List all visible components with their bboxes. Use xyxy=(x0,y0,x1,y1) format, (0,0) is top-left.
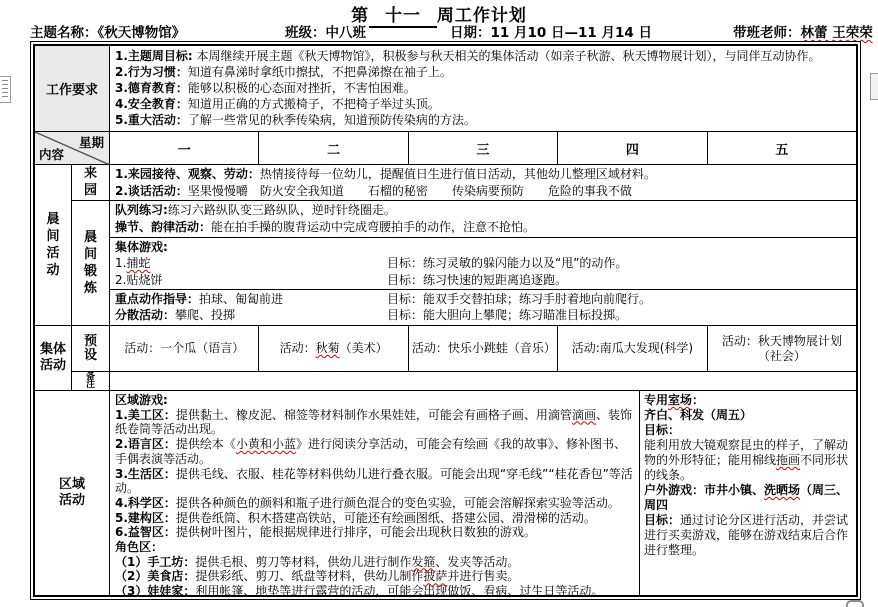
work-req-line: 4.安全教育：知道用正确的方式搬椅子，不把椅子举过头顶。 xyxy=(115,97,440,112)
collective-content xyxy=(110,326,856,390)
group-games-content xyxy=(110,238,856,290)
morning-sublabels xyxy=(72,165,110,325)
work-req-line: 5.重大活动：了解一些常见的秋季传染病，知道预防传染病的方法。 xyxy=(115,113,476,128)
collective-sublabels xyxy=(72,326,110,390)
weekly-plan-table xyxy=(33,44,858,597)
preset-activities xyxy=(110,326,856,372)
region-line: （2）美食店：提供彩纸、剪刀、纸盘等材料，供幼儿制作披萨并进行售卖。 xyxy=(115,569,520,584)
collective-activities-label: 集体活动 xyxy=(35,326,72,390)
day-col-thu: 四 xyxy=(558,132,707,164)
region-line: （3）娃娃家：利用帐篷、地垫等进行露营的活动，可能会出现做饭、看病、过生日等活动。 xyxy=(115,584,604,599)
weekday-corner-cell xyxy=(35,132,110,164)
arrival-label: 来园 xyxy=(72,165,109,201)
activity-fri: 活动：秋天博物展计划（社会） xyxy=(721,333,842,363)
region-line: 1.美工区：提供黏土、橡皮泥、棉签等材料制作水果娃娃，可能会有画格子画、用滴管滴画、装饰纸卷筒等活动出现。 xyxy=(115,407,632,437)
game-row xyxy=(115,272,851,289)
corner-label-week: 星期 xyxy=(78,135,104,150)
drill-content xyxy=(110,201,856,238)
drill-line: 操节、韵律活动：能在拍手操的腹背运动中完成弯腰拍手的动作，注意不抢怕。 xyxy=(115,219,536,234)
region-line: 3.生活区：提供毛线、衣服、桂花等材料供幼儿进行叠衣服。可能会出现“穿毛线”“桂花香包”等活动。 xyxy=(115,466,633,496)
work-requirements-content xyxy=(110,46,856,131)
game-row xyxy=(115,255,851,272)
activity-wed: 活动：快乐小跳蛙（音乐） xyxy=(409,326,558,371)
preset-label: 预设 xyxy=(72,326,109,372)
region-line: 6.益智区：提供树叶图片，能根据规律进行排序，可能会出现秋日数独的游戏。 xyxy=(115,525,536,540)
day-col-tue: 二 xyxy=(259,132,408,164)
region-line: 2.语言区：提供绘本《小黄和小蓝》进行阅读分享活动，可能会有绘画《我的故事》、修补图书、手偶表演等活动。 xyxy=(115,437,626,466)
focus-content xyxy=(110,290,856,326)
region-activities-row xyxy=(35,391,856,599)
outdoor-games-line: 户外游戏：市井小镇、洗晒场（周三、周四 xyxy=(644,483,849,512)
region-line: 角色区： xyxy=(115,540,164,555)
activity-tue: 活动： 秋菊 （美术） xyxy=(259,326,408,371)
scrollbar-fragment[interactable] xyxy=(870,73,878,100)
info-row xyxy=(30,21,875,41)
region-line: 区域游戏: xyxy=(115,393,168,407)
game-name: 1.捕蛇 xyxy=(115,256,151,270)
region-games-content xyxy=(110,391,640,599)
region-line: 4.科学区：提供各种颜色的颜料和瓶子进行颜色混合的变色实验，可能会溶解探索实验等活动。 xyxy=(115,495,620,510)
head-teachers: 带班老师：林蕾 王荣荣 xyxy=(733,25,873,41)
group-games-header: 集体游戏: xyxy=(115,239,168,254)
arrival-line: 2.谈话活动：坚果慢慢嚼 防火安全我知道 石榴的秘密 传染病要预防 危险的事我不做 xyxy=(115,183,632,198)
region-activities-label: 区域活动 xyxy=(35,391,110,595)
focus-goal: 目标：能大胆向上攀爬；练习瞄准目标投掷。 xyxy=(387,308,628,322)
collective-activities-row xyxy=(35,326,856,391)
special-room-line: 专用室场： xyxy=(644,393,705,407)
work-requirements-row xyxy=(35,46,856,132)
ruler-fragment xyxy=(0,76,11,103)
theme-name: 主题名称：《秋天博物馆》 xyxy=(30,25,186,41)
work-req-line: 1.主题周目标: 本周继续开展主题《秋天博物馆》，积极参与秋天相关的集体活动（如亲子秋游、秋天博物展计划），与同伴互动协作。 xyxy=(115,49,821,63)
focus-row xyxy=(115,307,851,324)
work-requirements-label: 工作要求 xyxy=(35,46,110,131)
activity-thu: 活动:南瓜大发现(科学) xyxy=(558,326,707,371)
focus-goal: 目标：能双手交替拍球；练习手肘着地向前爬行。 xyxy=(387,291,652,306)
note-label: 备注 xyxy=(85,371,95,391)
day-col-wed: 三 xyxy=(409,132,558,164)
special-room-line: 齐白、科发（周五） xyxy=(644,408,753,422)
weekday-header-row xyxy=(35,132,856,165)
arrival-content xyxy=(110,165,856,201)
special-room-line: 目标： xyxy=(644,423,681,437)
page-title: 第 十一 周工作计划 xyxy=(351,6,527,26)
game-goal: 目标：练习快速的短距离追逐跑。 xyxy=(387,272,568,287)
game-name: 2.贴烧饼 xyxy=(115,272,163,287)
date-range: 日期：11 月10 日—11 月14 日 xyxy=(450,25,652,41)
work-req-line: 2.行为习惯：知道有鼻涕时拿纸巾擦拭，不把鼻涕擦在袖子上。 xyxy=(115,65,452,80)
special-rooms-content xyxy=(640,391,856,595)
morning-content xyxy=(110,165,856,325)
corner-label-content: 内容 xyxy=(39,147,65,162)
special-room-line: 能利用放大镜观察昆虫的样子，了解动物的外形特征；能用棉线拖画不同形状的线条。 xyxy=(644,438,849,482)
day-col-mon: 一 xyxy=(110,132,259,164)
region-line: （1）手工坊：提供毛根、剪刀等材料，供幼儿进行制作发箍、发夹等活动。 xyxy=(115,554,520,569)
note-content xyxy=(110,372,856,390)
morning-activities-row xyxy=(35,165,856,326)
focus-row xyxy=(115,291,851,308)
arrival-line: 1.来园接待、观察、劳动：热情接待每一位幼儿，提醒值日生进行值日活动，其他幼儿整理区域材料。 xyxy=(115,167,656,181)
morning-exercise-label: 晨间锻炼 xyxy=(83,229,97,296)
day-col-fri: 五 xyxy=(775,142,789,158)
drill-line: 队列练习:练习六路纵队变三路纵队，逆时针绕圈走。 xyxy=(115,203,396,217)
focus-name: 分散活动：攀爬、投掷 xyxy=(115,308,236,322)
morning-activities-label: 晨间活动 xyxy=(35,165,72,325)
outdoor-goal-line: 目标：通过讨论分区进行活动，并尝试进行买卖游戏，能够在游戏结束后合作进行整理。 xyxy=(644,513,849,557)
game-goal: 目标：练习灵敏的躲闪能力以及“甩”的动作。 xyxy=(387,256,628,270)
focus-name: 重点动作指导：拍球、匍匐前进 xyxy=(115,291,284,306)
activity-mon: 活动：一个瓜（语言） xyxy=(110,326,259,371)
class-name: 班级：中八班 xyxy=(285,25,366,41)
statusbar-fragment xyxy=(846,600,864,607)
work-req-line: 3.德育教育：能够以积极的心态面对挫折，不害怕困难。 xyxy=(115,81,416,96)
region-line: 5.建构区：提供卷纸筒、积木搭建高铁站，可能还有绘画图纸、搭建公园、滑滑梯的活动。 xyxy=(115,510,596,525)
